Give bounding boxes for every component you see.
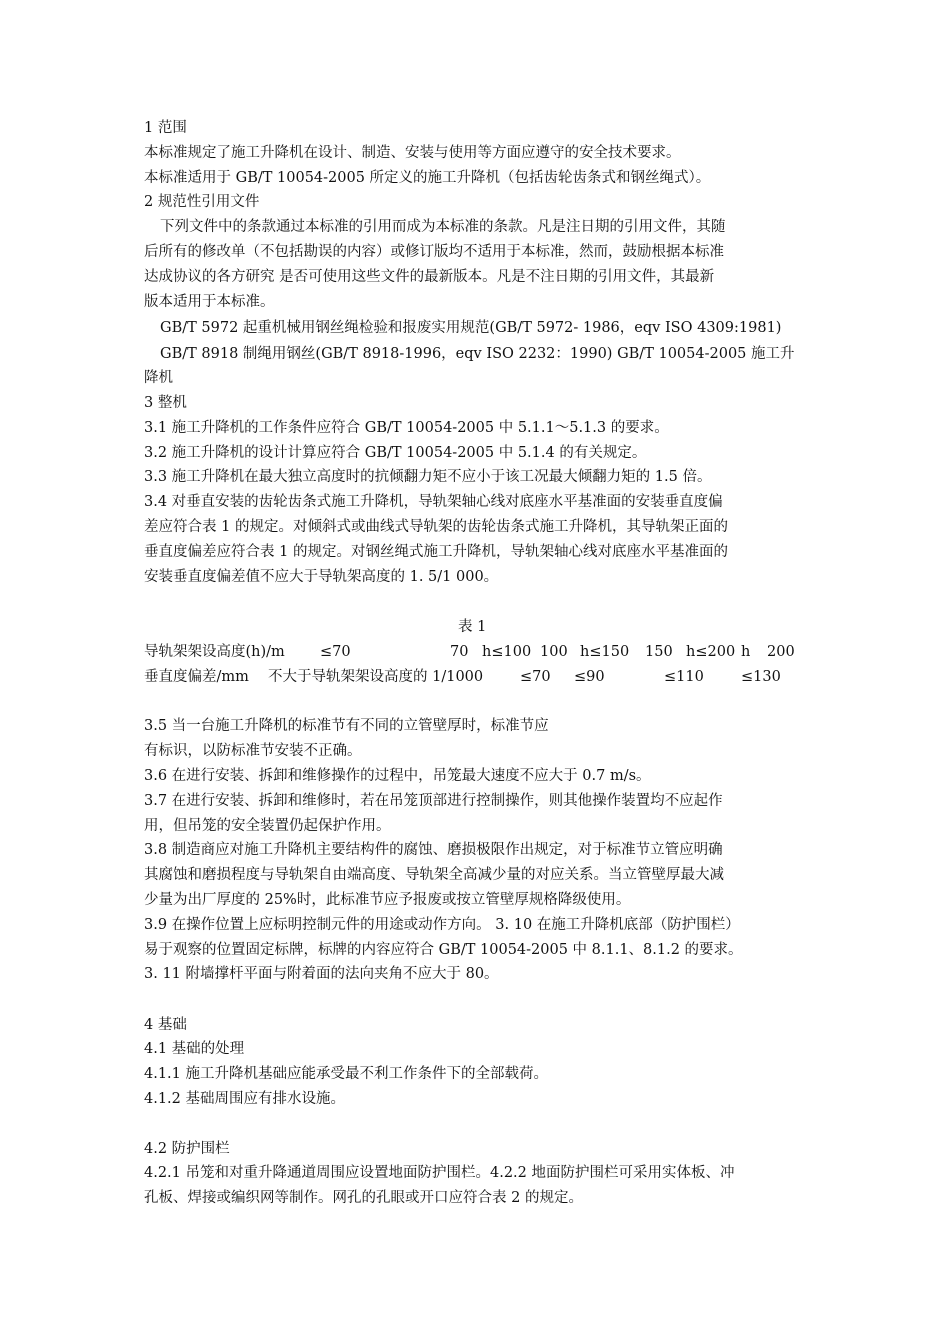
clause-line: 3.6 在进行安装、拆卸和维修操作的过程中，吊笼最大速度不应大于 0.7 m/s。 <box>144 768 651 784</box>
table-cell: 垂直度偏差/mm <box>144 669 249 685</box>
section-4-heading: 4 基础 <box>144 1017 187 1033</box>
table-cell: ≤130 <box>741 669 781 685</box>
table-cell: ≤110 <box>664 669 704 685</box>
clause-line: 孔板、焊接或编织网等制作。网孔的孔眼或开口应符合表 2 的规定。 <box>144 1190 583 1206</box>
paragraph-line: 达成协议的各方研究 是否可使用这些文件的最新版本。凡是不注日期的引用文件，其最新 <box>144 269 715 285</box>
clause-line: 其腐蚀和磨损程度与导轨架自由端高度、导轨架全高减少量的对应关系。当立管壁厚最大减 <box>144 867 724 883</box>
clause-line: 有标识，以防标准节安装不正确。 <box>144 743 362 759</box>
clause-line: 3. 11 附墙撑杆平面与附着面的法向夹角不应大于 80。 <box>144 966 499 982</box>
section-3-heading: 3 整机 <box>144 395 187 411</box>
clause-line: 3.5 当一台施工升降机的标准节有不同的立管壁厚时，标准节应 <box>144 718 549 734</box>
clause-line: 3.4 对垂直安装的齿轮齿条式施工升降机，导轨架轴心线对底座水平基准面的安装垂直度偏 <box>144 494 723 510</box>
table-cell: 不大于导轨架架设高度的 1/1000 <box>268 669 484 685</box>
paragraph-line: 后所有的修改单（不包括勘误的内容）或修订版均不适用于本标准，然而，鼓励根据本标准 <box>144 244 724 260</box>
table-cell: ≤70 <box>520 669 551 685</box>
clause-line: 安装垂直度偏差值不应大于导轨架高度的 1. 5/1 000。 <box>144 569 499 585</box>
table-cell: ≤70 <box>320 644 351 660</box>
table-cell: h≤200 <box>686 644 736 660</box>
section-2-heading: 2 规范性引用文件 <box>144 194 260 210</box>
subsection-heading: 4.2 防护围栏 <box>144 1141 230 1157</box>
clause-line: 易于观察的位置固定标牌，标牌的内容应符合 GB/T 10054-2005 中 8.1.1、8.1.2 的要求。 <box>144 942 743 958</box>
table-cell: 70 <box>450 644 469 660</box>
table-cell: h≤100 <box>482 644 532 660</box>
clause-line: 差应符合表 1 的规定。对倾斜式或曲线式导轨架的齿轮齿条式施工升降机，其导轨架正面的 <box>144 519 728 535</box>
table-cell: 100 <box>540 644 568 660</box>
clause-line: 3.1 施工升降机的工作条件应符合 GB/T 10054-2005 中 5.1.1～5.1.3 的要求。 <box>144 420 669 436</box>
clause-line: 4.1.1 施工升降机基础应能承受最不利工作条件下的全部载荷。 <box>144 1066 549 1082</box>
clause-line: 3.3 施工升降机在最大独立高度时的抗倾翻力矩不应小于该工况最大倾翻力矩的 1.5 倍。 <box>144 469 712 485</box>
table-cell: h <box>741 644 751 660</box>
clause-line: 垂直度偏差应符合表 1 的规定。对钢丝绳式施工升降机，导轨架轴心线对底座水平基准面的 <box>144 544 728 560</box>
table-cell: 200 <box>767 644 795 660</box>
clause-line: 3.9 在操作位置上应标明控制元件的用途或动作方向。 3. 10 在施工升降机底部（防护围栏） <box>144 917 740 933</box>
clause-line: 4.2.1 吊笼和对重升降通道周围应设置地面防护围栏。4.2.2 地面防护围栏可采用实体板、冲 <box>144 1165 735 1181</box>
paragraph-line: 本标准规定了施工升降机在设计、制造、安装与使用等方面应遵守的安全技术要求。 <box>144 145 681 161</box>
reference-line: GB/T 5972 起重机械用钢丝绳检验和报废实用规范(GB/T 5972- 1986，eqv ISO 4309:1981) <box>160 320 782 336</box>
paragraph-line: 下列文件中的条款通过本标准的引用而成为本标准的条款。凡是注日期的引用文件，其随 <box>160 219 726 235</box>
table-cell: ≤90 <box>574 669 605 685</box>
reference-line: GB/T 8918 制绳用钢丝(GB/T 8918-1996，eqv ISO 2232：1990) GB/T 10054-2005 施工升 <box>160 346 795 362</box>
subsection-heading: 4.1 基础的处理 <box>144 1041 245 1057</box>
section-1-heading: 1 范围 <box>144 120 187 136</box>
clause-line: 用，但吊笼的安全装置仍起保护作用。 <box>144 818 391 834</box>
clause-line: 3.7 在进行安装、拆卸和维修时，若在吊笼顶部进行控制操作，则其他操作装置均不应起作 <box>144 793 723 809</box>
table-cell: h≤150 <box>580 644 630 660</box>
table-1-caption: 表 1 <box>458 619 487 635</box>
clause-line: 3.2 施工升降机的设计计算应符合 GB/T 10054-2005 中 5.1.4 的有关规定。 <box>144 445 647 461</box>
paragraph-line: 降机 <box>144 370 173 386</box>
paragraph-line: 版本适用于本标准。 <box>144 294 275 310</box>
clause-line: 3.8 制造商应对施工升降机主要结构件的腐蚀、磨损极限作出规定，对于标准节立管应明确 <box>144 842 723 858</box>
table-cell: 导轨架架设高度(h)/m <box>144 644 285 660</box>
clause-line: 少量为出厂厚度的 25%时，此标准节应予报废或按立管壁厚规格降级使用。 <box>144 892 631 908</box>
table-cell: 150 <box>645 644 673 660</box>
paragraph-line: 本标准适用于 GB/T 10054-2005 所定义的施工升降机（包括齿轮齿条式和钢丝绳式）。 <box>144 170 711 186</box>
clause-line: 4.1.2 基础周围应有排水设施。 <box>144 1091 346 1107</box>
